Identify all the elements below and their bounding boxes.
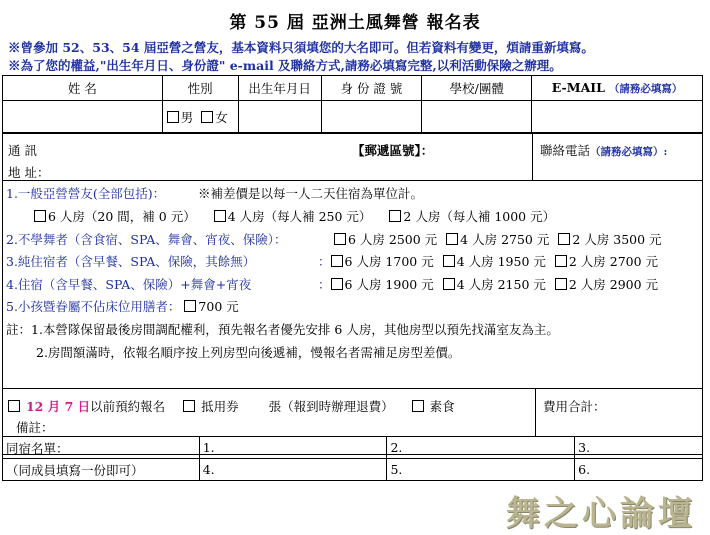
vegetarian-checkbox[interactable] <box>412 400 424 412</box>
option-4-rooms: ： 6 人房 1900 元 4 人房 2150 元 2 人房 2900 元 <box>318 277 659 292</box>
o3-room-6-checkbox[interactable] <box>331 255 343 267</box>
address-label-2: 地 址： <box>8 165 50 180</box>
option-1-title: 1.一般亞營營友(全部包括)： <box>6 186 166 201</box>
o2-room-4-checkbox[interactable] <box>446 233 458 245</box>
phone-label: 聯絡電話（請務必填寫）: <box>540 143 668 158</box>
header-gender: 性別 <box>162 76 238 101</box>
voucher-checkbox[interactable] <box>183 400 195 412</box>
phone-required-note: （請務必填寫）: <box>590 146 668 158</box>
o4-room-4-checkbox[interactable] <box>443 278 455 290</box>
notice-line-2: ※為了您的權益,"出生年月日、身份證" e-mail 及聯絡方式,請務必填寫完整,以利活動保險之辦理。 <box>8 58 562 73</box>
zip-label: 【郵遞區號】： <box>352 143 434 158</box>
o3-room-2-checkbox[interactable] <box>555 255 567 267</box>
divider-contact <box>2 180 703 181</box>
roommate-5[interactable]: 5. <box>387 459 575 481</box>
header-school: 學校/團體 <box>422 76 532 101</box>
o2-room-2-checkbox[interactable] <box>558 233 570 245</box>
o1-room-2-checkbox[interactable] <box>389 210 401 222</box>
early-date: 12 月 7 日 <box>25 399 91 414</box>
note-1: 註：1.本營隊保留最後房間調配權利，預先報名者優先安排 6 人房，其他房型以預先找滿室友為主。 <box>6 322 559 337</box>
option-4-title: 4.住宿（含早餐、SPA、保險）+舞會+宵夜 <box>6 277 252 292</box>
roommate-2[interactable]: 2. <box>387 437 575 459</box>
o4-room-2-checkbox[interactable] <box>555 278 567 290</box>
option-2-title: 2.不學舞者（含食宿、SPA、舞會、宵夜、保險）： <box>6 232 287 247</box>
header-email: E-MAIL （請務必填寫） <box>532 76 703 101</box>
total-divider <box>535 388 536 436</box>
personal-info-table <box>2 75 703 134</box>
footer-options: 12 月 7 日以前預約報名 抵用券 張（報到時辦理退費） 素食 <box>8 397 455 415</box>
name-field[interactable] <box>3 101 163 134</box>
option-5: 5.小孩暨眷屬不佔床位用膳者： 700 元 <box>6 299 239 314</box>
email-required-note: （請務必填寫） <box>608 83 683 95</box>
option-3-title: 3.純住宿者（含早餐、SPA、保險，其餘無） <box>6 254 256 269</box>
divider-footer <box>2 388 703 389</box>
o3-room-4-checkbox[interactable] <box>443 255 455 267</box>
note-2: 2.房間額滿時，依報名順序按上列房型向後遞補，慢報名者需補足房型差價。 <box>36 345 461 360</box>
o5-checkbox[interactable] <box>184 300 196 312</box>
o1-room-4-checkbox[interactable] <box>214 210 226 222</box>
o2-room-6-checkbox[interactable] <box>334 233 346 245</box>
option-1-rooms: 6 人房（20 間，補 0 元） 4 人房（每人補 250 元） 2 人房（每人補 1000 元） <box>34 207 555 225</box>
roommates-label: 同宿名單： <box>3 437 200 459</box>
id-field[interactable] <box>321 101 422 134</box>
early-registration-checkbox[interactable] <box>8 400 20 412</box>
gender-female-checkbox[interactable] <box>201 111 213 123</box>
birthday-field[interactable] <box>238 101 321 134</box>
gender-male-checkbox[interactable] <box>167 111 179 123</box>
school-field[interactable] <box>422 101 532 134</box>
gender-field: 男 女 <box>162 101 238 134</box>
phone-divider <box>532 132 533 180</box>
o1-room-6-checkbox[interactable] <box>34 210 46 222</box>
roommates-table <box>2 436 703 481</box>
total-label: 費用合計： <box>543 399 606 414</box>
remark-label: 備註： <box>16 420 54 435</box>
option-3-rooms: ： 6 人房 1700 元 4 人房 1950 元 2 人房 2700 元 <box>318 254 659 269</box>
roommate-3[interactable]: 3. <box>575 437 703 459</box>
option-2-rooms: 6 人房 2500 元 4 人房 2750 元 2 人房 3500 元 <box>334 230 662 248</box>
roommate-4[interactable]: 4. <box>199 459 387 481</box>
email-field[interactable] <box>532 101 703 134</box>
form-title: 第 55 屆 亞洲土風舞營 報名表 <box>229 13 481 33</box>
header-id: 身 份 證 號 <box>321 76 422 101</box>
watermark-logo: 舞之心論壇 <box>506 494 696 534</box>
option-1-note: ※補差價是以每一人二天住宿為單位計。 <box>198 186 424 201</box>
roommate-6[interactable]: 6. <box>575 459 703 481</box>
address-label: 通 訊 <box>8 143 37 158</box>
header-birthday: 出生年月日 <box>238 76 321 101</box>
option-5-title: 5.小孩暨眷屬不佔床位用膳者： <box>6 299 181 314</box>
roommates-sublabel: （同成員填寫一份即可） <box>3 459 200 481</box>
o4-room-6-checkbox[interactable] <box>331 278 343 290</box>
notice-line-1: ※曾參加 52、53、54 屆亞營之營友，基本資料只須填您的大名即可。但若資料有變更，煩請重新填寫。 <box>8 40 594 55</box>
roommate-1[interactable]: 1. <box>199 437 387 459</box>
header-name: 姓 名 <box>3 76 163 101</box>
